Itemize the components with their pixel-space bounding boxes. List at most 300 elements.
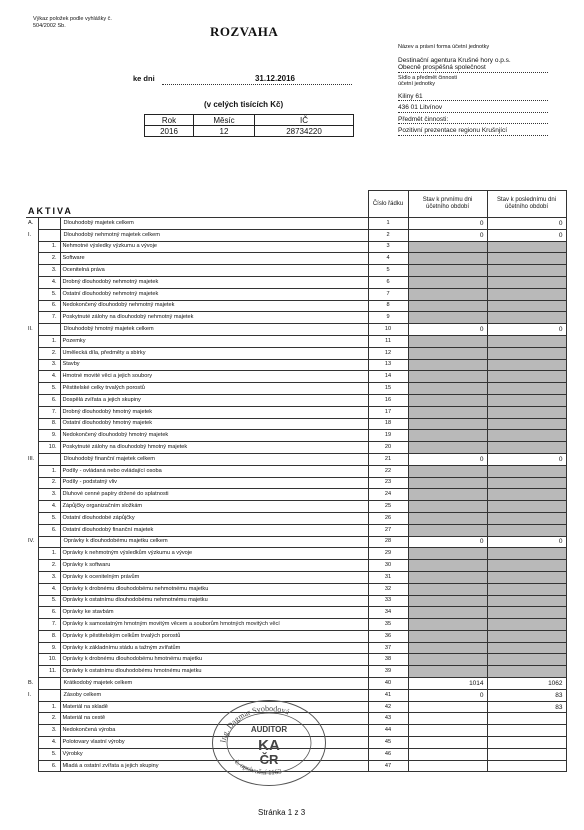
row-number: 27 bbox=[368, 524, 408, 536]
row-label: Zápůjčky organizačním složkám bbox=[60, 501, 368, 513]
row-item-number: 5. bbox=[38, 383, 60, 395]
row-label: Nedokončená výroba bbox=[60, 725, 368, 737]
row-number: 30 bbox=[368, 560, 408, 572]
row-number: 20 bbox=[368, 442, 408, 454]
row-label: Poskytnuté zálohy na dlouhodobý hmotný majetek bbox=[60, 442, 368, 454]
row-section-code: III. bbox=[26, 453, 38, 465]
row-section-code bbox=[26, 760, 38, 772]
currency-note: (v celých tisících Kč) bbox=[204, 100, 284, 109]
row-label: Pozemky bbox=[60, 335, 368, 347]
row-item-number: 2. bbox=[38, 477, 60, 489]
stamp-mid-text: AUDITOR bbox=[250, 725, 288, 734]
row-number: 18 bbox=[368, 418, 408, 430]
table-row bbox=[26, 548, 566, 560]
row-value-last: 0 bbox=[487, 229, 566, 241]
row-value-prev bbox=[408, 630, 487, 642]
row-value-last bbox=[487, 394, 566, 406]
row-value-last bbox=[487, 371, 566, 383]
row-item-number: 6. bbox=[38, 760, 60, 772]
entity-name-line1: Destinační agentura Krušné hory o.p.s. bbox=[398, 56, 511, 64]
row-section-code bbox=[26, 524, 38, 536]
table-row bbox=[26, 642, 566, 654]
row-section-code: IV. bbox=[26, 536, 38, 548]
row-section-code bbox=[26, 748, 38, 760]
row-number: 47 bbox=[368, 760, 408, 772]
row-value-prev bbox=[408, 748, 487, 760]
row-value-prev: 0 bbox=[408, 229, 487, 241]
row-number: 32 bbox=[368, 583, 408, 595]
row-value-last bbox=[487, 713, 566, 725]
row-label: Ostatní dlouhodobý nehmotný majetek bbox=[60, 288, 368, 300]
table-row bbox=[26, 654, 566, 666]
row-item-number: 3. bbox=[38, 725, 60, 737]
row-value-prev bbox=[408, 666, 487, 678]
row-value-last: 0 bbox=[487, 324, 566, 336]
table-row bbox=[26, 276, 566, 288]
row-item-number bbox=[38, 453, 60, 465]
row-item-number bbox=[38, 218, 60, 230]
row-label: Ostatní dlouhodobé zápůjčky bbox=[60, 512, 368, 524]
row-value-last bbox=[487, 418, 566, 430]
meta-value-ic: 28734220 bbox=[255, 126, 354, 137]
meta-header-month: Měsíc bbox=[194, 115, 255, 126]
row-section-code bbox=[26, 418, 38, 430]
row-value-prev bbox=[408, 300, 487, 312]
row-label: Dluhové cenné papíry držené do splatnosti bbox=[60, 489, 368, 501]
row-item-number: 10. bbox=[38, 442, 60, 454]
row-label: Poskytnuté zálohy na dlouhodobý nehmotný majetek bbox=[60, 312, 368, 324]
balance-sheet-table bbox=[26, 190, 567, 772]
col-header-row-number: Číslo řádku bbox=[368, 191, 408, 218]
row-item-number: 6. bbox=[38, 524, 60, 536]
table-row bbox=[26, 560, 566, 572]
row-number: 12 bbox=[368, 347, 408, 359]
row-value-prev bbox=[408, 418, 487, 430]
row-number: 33 bbox=[368, 595, 408, 607]
stamp-bottom-text: č. oprávnění 1163 bbox=[233, 758, 283, 777]
row-item-number: 1. bbox=[38, 701, 60, 713]
row-item-number: 10. bbox=[38, 654, 60, 666]
table-row bbox=[26, 536, 566, 548]
row-label: Polotovary vlastní výroby bbox=[60, 737, 368, 749]
row-value-last bbox=[487, 760, 566, 772]
row-number: 35 bbox=[368, 619, 408, 631]
table-row bbox=[26, 512, 566, 524]
table-row bbox=[26, 666, 566, 678]
row-number: 4 bbox=[368, 253, 408, 265]
col-header-last: Stav k poslednímu dni účetního období bbox=[487, 191, 566, 218]
row-item-number: 7. bbox=[38, 312, 60, 324]
row-section-code bbox=[26, 288, 38, 300]
row-label: Oprávky k základnímu stádu a tažným zvířatům bbox=[60, 642, 368, 654]
row-label: Oprávky ke stavbám bbox=[60, 607, 368, 619]
table-row bbox=[26, 442, 566, 454]
row-label: Materiál na skladě bbox=[60, 701, 368, 713]
row-section-code bbox=[26, 276, 38, 288]
row-number: 38 bbox=[368, 654, 408, 666]
row-value-prev bbox=[408, 383, 487, 395]
row-section-code: II. bbox=[26, 324, 38, 336]
row-number: 9 bbox=[368, 312, 408, 324]
row-value-prev bbox=[408, 489, 487, 501]
row-item-number: 7. bbox=[38, 619, 60, 631]
row-label: Podíly - ovládaná nebo ovládající osoba bbox=[60, 465, 368, 477]
row-section-code bbox=[26, 359, 38, 371]
row-item-number: 2. bbox=[38, 713, 60, 725]
row-item-number: 3. bbox=[38, 571, 60, 583]
row-value-last bbox=[487, 548, 566, 560]
row-value-prev bbox=[408, 642, 487, 654]
row-item-number bbox=[38, 678, 60, 690]
meta-header-year: Rok bbox=[145, 115, 194, 126]
row-section-code bbox=[26, 442, 38, 454]
row-value-last bbox=[487, 406, 566, 418]
row-label: Stavby bbox=[60, 359, 368, 371]
row-section-code bbox=[26, 725, 38, 737]
table-row bbox=[26, 501, 566, 513]
row-number: 40 bbox=[368, 678, 408, 690]
row-value-last: 83 bbox=[487, 701, 566, 713]
row-item-number: 2. bbox=[38, 347, 60, 359]
row-number: 6 bbox=[368, 276, 408, 288]
row-value-last bbox=[487, 524, 566, 536]
row-section-code bbox=[26, 371, 38, 383]
row-value-prev bbox=[408, 312, 487, 324]
row-section-code bbox=[26, 666, 38, 678]
row-item-number: 6. bbox=[38, 607, 60, 619]
row-section-code bbox=[26, 430, 38, 442]
row-section-code bbox=[26, 465, 38, 477]
row-value-prev bbox=[408, 288, 487, 300]
row-label: Ocenitelná práva bbox=[60, 265, 368, 277]
row-label: Hmotné movité věci a jejich soubory bbox=[60, 371, 368, 383]
row-section-code bbox=[26, 654, 38, 666]
row-section-code bbox=[26, 383, 38, 395]
table-row bbox=[26, 288, 566, 300]
table-row bbox=[26, 253, 566, 265]
row-section-code bbox=[26, 630, 38, 642]
table-row bbox=[26, 312, 566, 324]
meta-header-ic: IČ bbox=[255, 115, 354, 126]
row-value-last bbox=[487, 312, 566, 324]
row-item-number: 4. bbox=[38, 737, 60, 749]
row-label: Nedokončený dlouhodobý nehmotný majetek bbox=[60, 300, 368, 312]
row-item-number: 2. bbox=[38, 253, 60, 265]
row-item-number: 8. bbox=[38, 630, 60, 642]
table-row bbox=[26, 394, 566, 406]
row-item-number: 3. bbox=[38, 489, 60, 501]
table-row bbox=[26, 229, 566, 241]
table-row bbox=[26, 430, 566, 442]
row-number: 11 bbox=[368, 335, 408, 347]
table-row bbox=[26, 300, 566, 312]
row-number: 46 bbox=[368, 748, 408, 760]
row-number: 3 bbox=[368, 241, 408, 253]
row-value-last bbox=[487, 442, 566, 454]
row-number: 41 bbox=[368, 689, 408, 701]
row-value-prev bbox=[408, 265, 487, 277]
row-value-last bbox=[487, 654, 566, 666]
row-value-last bbox=[487, 276, 566, 288]
row-number: 31 bbox=[368, 571, 408, 583]
row-item-number: 9. bbox=[38, 430, 60, 442]
row-item-number bbox=[38, 536, 60, 548]
row-value-prev bbox=[408, 760, 487, 772]
row-label: Zásoby celkem bbox=[60, 689, 368, 701]
row-value-prev: 1014 bbox=[408, 678, 487, 690]
row-label: Oprávky k ocenitelným právům bbox=[60, 571, 368, 583]
row-item-number: 1. bbox=[38, 548, 60, 560]
row-value-last bbox=[487, 737, 566, 749]
row-value-last bbox=[487, 253, 566, 265]
row-section-code: I. bbox=[26, 229, 38, 241]
row-value-last bbox=[487, 465, 566, 477]
row-label: Oprávky k ostatnímu dlouhodobému hmotnému majetku bbox=[60, 666, 368, 678]
row-label: Oprávky k softwaru bbox=[60, 560, 368, 572]
row-number: 19 bbox=[368, 430, 408, 442]
section-title-cell bbox=[26, 191, 368, 218]
row-number: 45 bbox=[368, 737, 408, 749]
row-section-code bbox=[26, 406, 38, 418]
table-row bbox=[26, 406, 566, 418]
row-number: 36 bbox=[368, 630, 408, 642]
table-row bbox=[26, 383, 566, 395]
row-value-prev bbox=[408, 560, 487, 572]
table-row bbox=[26, 418, 566, 430]
row-number: 1 bbox=[368, 218, 408, 230]
row-value-prev bbox=[408, 701, 487, 713]
row-section-code bbox=[26, 477, 38, 489]
row-number: 15 bbox=[368, 383, 408, 395]
table-row bbox=[26, 595, 566, 607]
row-label: Ostatní dlouhodobý hmotný majetek bbox=[60, 418, 368, 430]
row-label: Pěstitelské celky trvalých porostů bbox=[60, 383, 368, 395]
stamp-logo-line1: KA bbox=[258, 737, 280, 754]
row-item-number: 1. bbox=[38, 241, 60, 253]
row-item-number: 4. bbox=[38, 501, 60, 513]
row-item-number: 4. bbox=[38, 276, 60, 288]
row-value-last bbox=[487, 501, 566, 513]
row-value-last bbox=[487, 265, 566, 277]
row-section-code bbox=[26, 265, 38, 277]
table-row bbox=[26, 630, 566, 642]
row-section-code bbox=[26, 312, 38, 324]
meta-value-year: 2016 bbox=[145, 126, 194, 137]
row-value-prev bbox=[408, 347, 487, 359]
row-label: Krátkodobý majetek celkem bbox=[60, 678, 368, 690]
row-label: Dlouhodobý nehmotný majetek celkem bbox=[60, 229, 368, 241]
row-number: 29 bbox=[368, 548, 408, 560]
row-number: 5 bbox=[368, 265, 408, 277]
entity-activity-value: Pozitivní prezentace regionu Krušnjící bbox=[398, 127, 548, 136]
row-number: 26 bbox=[368, 512, 408, 524]
row-value-last bbox=[487, 347, 566, 359]
row-value-prev: 0 bbox=[408, 324, 487, 336]
row-number: 21 bbox=[368, 453, 408, 465]
row-label: Mladá a ostatní zvířata a jejich skupiny bbox=[60, 760, 368, 772]
row-value-last bbox=[487, 666, 566, 678]
table-row bbox=[26, 489, 566, 501]
row-label: Oprávky k samostatným hmotným movitým věcem a souborům hmotných movitých věcí bbox=[60, 619, 368, 631]
row-section-code bbox=[26, 619, 38, 631]
row-value-prev bbox=[408, 654, 487, 666]
entity-activity-label: Předmět činnosti: bbox=[398, 116, 548, 125]
row-value-prev bbox=[408, 442, 487, 454]
auditor-stamp bbox=[212, 700, 326, 786]
row-label: Dlouhodobý hmotný majetek celkem bbox=[60, 324, 368, 336]
row-item-number: 1. bbox=[38, 465, 60, 477]
row-value-prev bbox=[408, 583, 487, 595]
entity-seat-label-2: účetní jednotky bbox=[398, 81, 435, 87]
meta-value-month: 12 bbox=[194, 126, 255, 137]
row-number: 39 bbox=[368, 666, 408, 678]
table-row bbox=[26, 477, 566, 489]
row-value-prev bbox=[408, 241, 487, 253]
row-value-prev bbox=[408, 465, 487, 477]
row-label: Nedokončený dlouhodobý hmotný majetek bbox=[60, 430, 368, 442]
row-section-code bbox=[26, 300, 38, 312]
row-value-prev: 0 bbox=[408, 218, 487, 230]
table-row bbox=[26, 371, 566, 383]
row-value-last bbox=[487, 359, 566, 371]
row-value-prev bbox=[408, 571, 487, 583]
row-label: Dlouhodobý majetek celkem bbox=[60, 218, 368, 230]
row-section-code bbox=[26, 595, 38, 607]
entity-name-label: Název a právní forma účetní jednotky bbox=[398, 44, 490, 50]
table-row bbox=[26, 607, 566, 619]
row-item-number: 2. bbox=[38, 560, 60, 572]
row-label: Nehmotné výsledky výzkumu a vývoje bbox=[60, 241, 368, 253]
row-item-number: 9. bbox=[38, 642, 60, 654]
row-section-code bbox=[26, 394, 38, 406]
row-label: Dospělá zvířata a jejich skupiny bbox=[60, 394, 368, 406]
row-section-code bbox=[26, 335, 38, 347]
row-label: Oprávky k pěstitelským celkům trvalých porostů bbox=[60, 630, 368, 642]
row-value-last bbox=[487, 300, 566, 312]
row-label: Umělecká díla, předměty a sbírky bbox=[60, 347, 368, 359]
row-section-code bbox=[26, 571, 38, 583]
row-item-number: 6. bbox=[38, 300, 60, 312]
row-item-number: 7. bbox=[38, 406, 60, 418]
row-section-code bbox=[26, 548, 38, 560]
row-label: Drobný dlouhodobý hmotný majetek bbox=[60, 406, 368, 418]
row-section-code bbox=[26, 501, 38, 513]
table-row bbox=[26, 347, 566, 359]
row-label: Drobný dlouhodobý nehmotný majetek bbox=[60, 276, 368, 288]
row-value-last: 0 bbox=[487, 218, 566, 230]
row-value-prev bbox=[408, 512, 487, 524]
row-number: 2 bbox=[368, 229, 408, 241]
row-label: Oprávky k nehmotným výsledkům výzkumu a vývoje bbox=[60, 548, 368, 560]
row-value-prev bbox=[408, 394, 487, 406]
row-item-number bbox=[38, 689, 60, 701]
meta-header-row bbox=[145, 115, 354, 126]
row-section-code bbox=[26, 583, 38, 595]
entity-street: Kiliny 61 bbox=[398, 93, 548, 102]
table-row bbox=[26, 335, 566, 347]
row-value-prev bbox=[408, 713, 487, 725]
table-row bbox=[26, 453, 566, 465]
row-value-last: 0 bbox=[487, 453, 566, 465]
row-value-prev bbox=[408, 501, 487, 513]
date-field bbox=[162, 74, 352, 85]
row-value-prev bbox=[408, 430, 487, 442]
row-value-last bbox=[487, 335, 566, 347]
col-header-prev: Stav k prvnímu dni účetního období bbox=[408, 191, 487, 218]
table-row bbox=[26, 583, 566, 595]
row-value-prev bbox=[408, 477, 487, 489]
row-section-code bbox=[26, 241, 38, 253]
row-item-number: 4. bbox=[38, 583, 60, 595]
table-header-row bbox=[26, 191, 566, 218]
row-section-code bbox=[26, 253, 38, 265]
row-section-code: I. bbox=[26, 689, 38, 701]
row-number: 17 bbox=[368, 406, 408, 418]
row-label: Dlouhodobý finanční majetek celkem bbox=[60, 453, 368, 465]
row-number: 34 bbox=[368, 607, 408, 619]
row-label: Software bbox=[60, 253, 368, 265]
row-value-last: 83 bbox=[487, 689, 566, 701]
row-value-prev bbox=[408, 595, 487, 607]
row-value-prev bbox=[408, 725, 487, 737]
legal-note-line1: Výkaz položek podle vyhlášky č. bbox=[33, 16, 112, 22]
row-section-code bbox=[26, 347, 38, 359]
legal-note bbox=[33, 16, 112, 29]
row-value-prev bbox=[408, 619, 487, 631]
row-section-code bbox=[26, 512, 38, 524]
row-item-number: 4. bbox=[38, 371, 60, 383]
row-number: 25 bbox=[368, 501, 408, 513]
row-number: 8 bbox=[368, 300, 408, 312]
row-value-prev bbox=[408, 276, 487, 288]
row-value-last bbox=[487, 489, 566, 501]
row-item-number: 5. bbox=[38, 512, 60, 524]
row-value-last bbox=[487, 619, 566, 631]
table-row bbox=[26, 241, 566, 253]
table-row bbox=[26, 265, 566, 277]
row-value-prev bbox=[408, 406, 487, 418]
table-row bbox=[26, 359, 566, 371]
row-value-prev bbox=[408, 371, 487, 383]
document-title: ROZVAHA bbox=[210, 24, 279, 39]
row-value-prev bbox=[408, 524, 487, 536]
row-section-code bbox=[26, 713, 38, 725]
stamp-top-text: Ing. Dagmar Svobodová bbox=[218, 703, 291, 744]
row-label: Výrobky bbox=[60, 748, 368, 760]
row-value-last bbox=[487, 288, 566, 300]
row-item-number bbox=[38, 229, 60, 241]
row-value-prev bbox=[408, 548, 487, 560]
row-value-prev bbox=[408, 737, 487, 749]
row-number: 13 bbox=[368, 359, 408, 371]
row-label: Materiál na cestě bbox=[60, 713, 368, 725]
page-footer: Stránka 1 z 3 bbox=[258, 808, 306, 817]
row-section-code bbox=[26, 701, 38, 713]
row-item-number: 5. bbox=[38, 595, 60, 607]
row-value-prev bbox=[408, 359, 487, 371]
row-value-last: 0 bbox=[487, 536, 566, 548]
row-section-code bbox=[26, 560, 38, 572]
row-value-prev bbox=[408, 253, 487, 265]
table-row bbox=[26, 619, 566, 631]
row-value-prev: 0 bbox=[408, 689, 487, 701]
row-item-number: 6. bbox=[38, 394, 60, 406]
row-section-code: A. bbox=[26, 218, 38, 230]
row-value-last bbox=[487, 642, 566, 654]
entity-block bbox=[398, 44, 548, 136]
row-item-number: 5. bbox=[38, 288, 60, 300]
table-row bbox=[26, 324, 566, 336]
